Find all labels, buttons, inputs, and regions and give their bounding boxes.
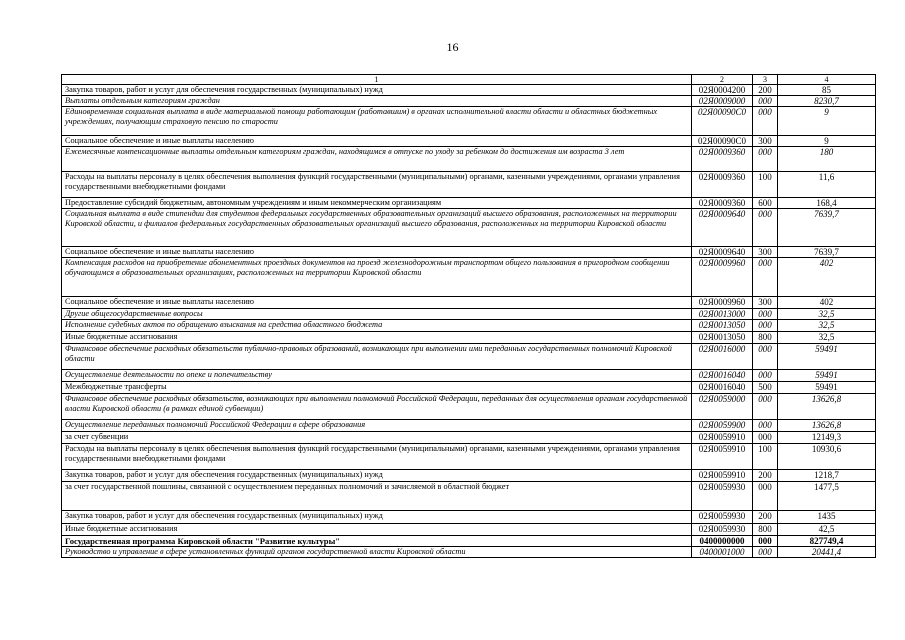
row-amount: 42,5 (778, 524, 876, 536)
header-col-4: 4 (778, 75, 876, 85)
row-code: 02Я0009960 (692, 258, 753, 297)
row-amount: 402 (778, 297, 876, 309)
row-name: Другие общегосударственные вопросы (62, 309, 692, 320)
row-type: 000 (753, 107, 778, 136)
table-row (62, 258, 876, 297)
row-name: Закупка товаров, работ и услуг для обеспечения государственных (муниципальных) нужд (62, 511, 692, 524)
row-type: 000 (753, 320, 778, 332)
table-row (62, 320, 876, 332)
row-amount: 59491 (778, 382, 876, 394)
row-code: 02Я0004200 (692, 85, 753, 96)
row-name: Руководство и управление в сфере установленных функций органов государственной власти Кировской области (62, 547, 692, 558)
table-row (62, 107, 876, 136)
table-row (62, 470, 876, 482)
row-code: 02Я0009960 (692, 297, 753, 309)
row-amount: 59491 (778, 370, 876, 382)
row-amount: 59491 (778, 344, 876, 370)
row-type: 000 (753, 258, 778, 297)
row-type: 000 (753, 370, 778, 382)
row-amount: 402 (778, 258, 876, 297)
header-col-2: 2 (692, 75, 753, 85)
row-name: за счет государственной пошлины, связанной с осуществлением переданных полномочий и зачисляемой в областной бюджет (62, 482, 692, 511)
row-type: 800 (753, 524, 778, 536)
row-amount: 20441,4 (778, 547, 876, 558)
table-row (62, 147, 876, 172)
row-code: 02Я0059930 (692, 524, 753, 536)
row-name: Социальное обеспечение и иные выплаты населению (62, 247, 692, 258)
row-type: 300 (753, 297, 778, 309)
table-row (62, 332, 876, 344)
row-code: 02Я0059900 (692, 420, 753, 432)
row-type: 000 (753, 96, 778, 107)
row-type: 000 (753, 420, 778, 432)
row-code: 02Я00090С0 (692, 136, 753, 147)
row-amount: 13626,8 (778, 394, 876, 420)
table-row (62, 432, 876, 444)
row-type: 200 (753, 511, 778, 524)
budget-table (61, 74, 876, 558)
row-amount: 7639,7 (778, 209, 876, 247)
row-amount: 9 (778, 136, 876, 147)
table-row (62, 382, 876, 394)
row-type: 000 (753, 394, 778, 420)
table-row (62, 198, 876, 209)
row-type: 000 (753, 547, 778, 558)
table-row (62, 420, 876, 432)
row-name: Государственная программа Кировской области "Развитие культуры" (62, 536, 692, 547)
table-row (62, 247, 876, 258)
row-code: 02Я0059000 (692, 394, 753, 420)
row-name: Финансовое обеспечение расходных обязательств, возникающих при выполнении полномочий Российской Федерации, переданных для осуществления органам государственной власти Кировской области (в рамках единой субвенции) (62, 394, 692, 420)
page-number: 16 (446, 40, 459, 54)
row-name: Компенсация расходов на приобретение абонементных проездных документов на проезд железнодорожным транспортом общего пользования в пригородном сообщении обучающимся в образовательных организациях, расположенных на территории Кировской области (62, 258, 692, 297)
header-col-1: 1 (62, 75, 692, 85)
row-name: Социальная выплата в виде стипендии для студентов федеральных государственных образовательных организаций высшего образования, расположенных на территории Кировской области, и филиалов федеральных государственных образовательных организаций высшего образования, расположенных на территории Кировской области (62, 209, 692, 247)
row-amount: 85 (778, 85, 876, 96)
row-code: 02Я0059930 (692, 482, 753, 511)
table-header-row (62, 75, 876, 85)
table-row (62, 370, 876, 382)
row-code: 02Я0013050 (692, 332, 753, 344)
row-amount: 10930,6 (778, 444, 876, 470)
row-type: 100 (753, 444, 778, 470)
row-amount: 32,5 (778, 309, 876, 320)
row-amount: 11,6 (778, 172, 876, 198)
row-code: 02Я0059910 (692, 470, 753, 482)
row-code: 02Я00090С0 (692, 107, 753, 136)
row-amount: 12149,3 (778, 432, 876, 444)
row-code: 02Я0009640 (692, 209, 753, 247)
row-code: 02Я0016040 (692, 370, 753, 382)
row-name: Расходы на выплаты персоналу в целях обеспечения выполнения функций государственными (муниципальными) органами, казенными учреждениями, органами управления государственными внебюджетными фондами (62, 172, 692, 198)
row-code: 02Я0013050 (692, 320, 753, 332)
row-name: Единовременная социальная выплата в виде материальной помощи работающим (работавшим) в органах исполнительной власти области и областных бюджетных учреждениях, получающим страховую пенсию по старости (62, 107, 692, 136)
row-amount: 1218,7 (778, 470, 876, 482)
row-amount: 7639,7 (778, 247, 876, 258)
row-name: Иные бюджетные ассигнования (62, 332, 692, 344)
table-row (62, 209, 876, 247)
row-amount: 827749,4 (778, 536, 876, 547)
row-code: 02Я0059930 (692, 511, 753, 524)
row-amount: 1435 (778, 511, 876, 524)
row-type: 000 (753, 344, 778, 370)
row-amount: 168,4 (778, 198, 876, 209)
row-name: Исполнение судебных актов по обращению взыскания на средства областного бюджета (62, 320, 692, 332)
table-row (62, 297, 876, 309)
row-type: 200 (753, 85, 778, 96)
table-row (62, 511, 876, 524)
table-row (62, 96, 876, 107)
row-code: 0400000000 (692, 536, 753, 547)
row-name: Расходы на выплаты персоналу в целях обеспечения выполнения функций государственными (муниципальными) органами, казенными учреждениями, органами управления государственными внебюджетными фондами (62, 444, 692, 470)
row-amount: 13626,8 (778, 420, 876, 432)
table-row (62, 344, 876, 370)
table-row (62, 172, 876, 198)
row-type: 500 (753, 382, 778, 394)
row-type: 000 (753, 536, 778, 547)
table-row (62, 309, 876, 320)
row-name: Социальное обеспечение и иные выплаты населению (62, 297, 692, 309)
row-type: 100 (753, 172, 778, 198)
row-amount: 32,5 (778, 332, 876, 344)
table-row (62, 394, 876, 420)
row-type: 000 (753, 309, 778, 320)
table-row (62, 482, 876, 511)
row-name: Осуществление переданных полномочий Российской Федерации в сфере образования (62, 420, 692, 432)
row-name: за счет субвенции (62, 432, 692, 444)
row-amount: 180 (778, 147, 876, 172)
row-amount: 1477,5 (778, 482, 876, 511)
row-type: 300 (753, 136, 778, 147)
row-type: 000 (753, 482, 778, 511)
table-row (62, 444, 876, 470)
row-name: Закупка товаров, работ и услуг для обеспечения государственных (муниципальных) нужд (62, 470, 692, 482)
row-code: 02Я0009360 (692, 147, 753, 172)
row-type: 000 (753, 432, 778, 444)
row-amount: 9 (778, 107, 876, 136)
table-row (62, 85, 876, 96)
row-code: 0400001000 (692, 547, 753, 558)
row-code: 02Я0059910 (692, 432, 753, 444)
row-code: 02Я0016000 (692, 344, 753, 370)
row-code: 02Я0009640 (692, 247, 753, 258)
row-type: 000 (753, 147, 778, 172)
row-code: 02Я0009000 (692, 96, 753, 107)
row-name: Ежемесячные компенсационные выплаты отдельным категориям граждан, находящимся в отпуске по уходу за ребенком до достижения им возраста 3 лет (62, 147, 692, 172)
row-type: 000 (753, 209, 778, 247)
row-type: 200 (753, 470, 778, 482)
row-name: Выплаты отдельным категориям граждан (62, 96, 692, 107)
table-row (62, 536, 876, 547)
row-amount: 32,5 (778, 320, 876, 332)
header-col-3: 3 (753, 75, 778, 85)
row-name: Финансовое обеспечение расходных обязательств публично-правовых образований, возникающих при выполнении ими переданных государственных полномочий Кировской области (62, 344, 692, 370)
row-type: 300 (753, 247, 778, 258)
table-row (62, 547, 876, 558)
row-code: 02Я0009360 (692, 198, 753, 209)
row-name: Иные бюджетные ассигнования (62, 524, 692, 536)
row-type: 800 (753, 332, 778, 344)
row-name: Закупка товаров, работ и услуг для обеспечения государственных (муниципальных) нужд (62, 85, 692, 96)
row-code: 02Я0013000 (692, 309, 753, 320)
row-code: 02Я0009360 (692, 172, 753, 198)
table-row (62, 136, 876, 147)
row-code: 02Я0059910 (692, 444, 753, 470)
row-type: 600 (753, 198, 778, 209)
row-name: Осуществление деятельности по опеке и попечительству (62, 370, 692, 382)
row-name: Межбюджетные трансферты (62, 382, 692, 394)
row-name: Социальное обеспечение и иные выплаты населению (62, 136, 692, 147)
table-row (62, 524, 876, 536)
row-amount: 8230,7 (778, 96, 876, 107)
row-code: 02Я0016040 (692, 382, 753, 394)
row-name: Предоставление субсидий бюджетным, автономным учреждениям и иным некоммерческим организациям (62, 198, 692, 209)
